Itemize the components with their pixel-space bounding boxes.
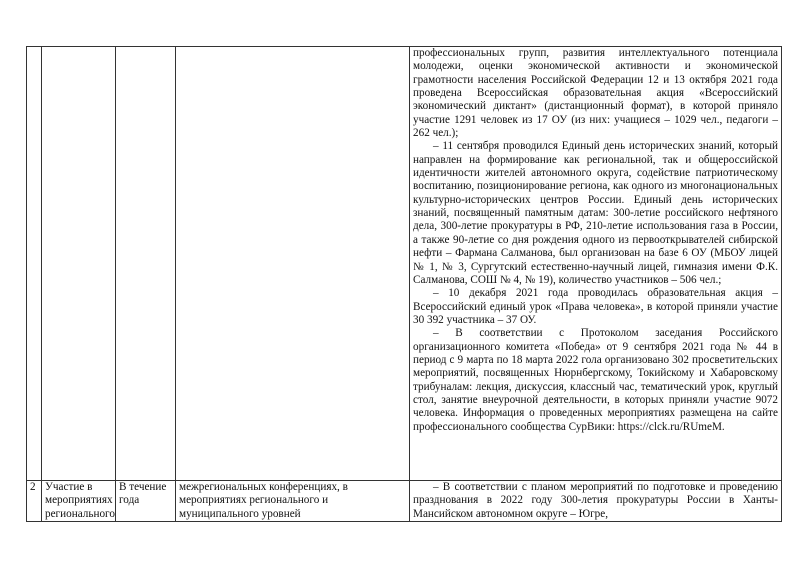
- table-row: [27, 47, 782, 481]
- report-table: [26, 46, 782, 522]
- table-row: [27, 481, 782, 522]
- results-cell: [410, 47, 782, 481]
- period-cell: В течение года: [116, 481, 176, 522]
- form-cell: межрегиональных конференциях, в мероприятиях регионального и муниципального уровней: [176, 481, 410, 522]
- results-paragraph: – 11 сентября проводился Единый день исторических знаний, который направлен на формирование как региональной, так и общероссийской идентичности жителей автономного округа, содействие патриотическому воспитанию, позиционирование региона, как одного из многонациональных культурно-исторических центров России. Единый день исторических знаний, посвященный памятным датам: 300-летие российского нефтяного дела, 300-летие прокуратуры в РФ, 210-летие использования газа в России, а также 90-летие со дня рождения одного из первооткрывателей сибирской нефти – Фармана Салманова, был организован на базе 6 ОУ (МБОУ лицей № 1, № 3, Сургутский естественно-научный лицей, гимназия имени Ф.К. Салманова, СОШ № 4, № 19), количество участников – 506 чел.;: [413, 140, 778, 286]
- results-cell: [410, 481, 782, 522]
- row-number-cell: 2: [27, 481, 42, 522]
- form-cell: [176, 47, 410, 481]
- activity-cell: Участие в мероприятиях регионального: [42, 481, 116, 522]
- activity-cell: [42, 47, 116, 481]
- results-paragraph: профессиональных групп, развития интеллектуального потенциала молодежи, оценки экономической активности и экономической грамотности населения Российской Федерации 12 и 13 октября 2021 года проведена Всероссийская образовательная акция «Всероссийский экономический диктант» (дистанционный формат), в которой приняло участие 1291 человек из 17 ОУ (из них: учащиеся – 1029 чел., педагоги – 262 чел.);: [413, 47, 778, 140]
- row-number-cell: [27, 47, 42, 481]
- results-paragraph: – 10 декабря 2021 года проводилась образовательная акция – Всероссийский единый урок «Права человека», в которой приняли участие 30 392 участника – 37 ОУ.: [413, 287, 778, 326]
- period-cell: [116, 47, 176, 481]
- results-paragraph: – В соответствии с планом мероприятий по подготовке и проведению празднования в 2022 году 300-летия прокуратуры России в Ханты-Мансийском автономном округе – Югре,: [413, 481, 778, 520]
- results-paragraph: – В соответствии с Протоколом заседания Российского организационного комитета «Победа» от 9 сентября 2021 года № 44 в период с 9 марта по 18 марта 2022 гола организовано 302 просветительских мероприятий, посвященных Нюрнбергскому, Токийскому и Хабаровскому трибуналам: лекция, дискуссия, классный час, тематический урок, круглый стол, занятие внеурочной деятельности, в которых приняли участие 9072 человека. Информация о проведенных мероприятиях размещена на сайте профессионального сообщества СурВики: https://clck.ru/RUmeM.: [413, 327, 778, 433]
